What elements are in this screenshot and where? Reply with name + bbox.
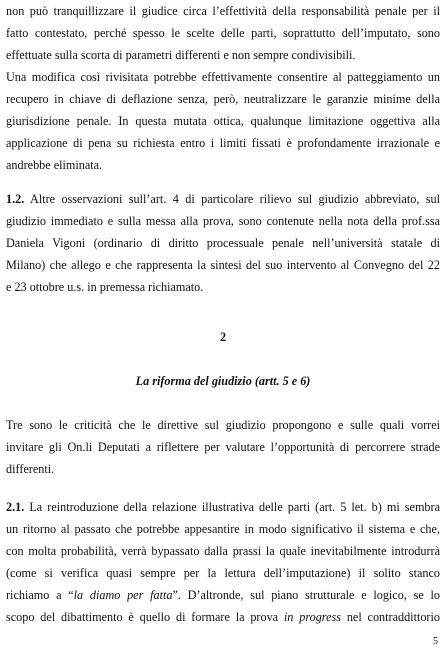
paragraph-line-with-quote — [6, 584, 440, 606]
paragraph-line: invitare gli On.li Deputati a riflettere per valutare l’opportunità di percorrere strade — [6, 440, 440, 454]
text-fragment: nel contraddittorio — [340, 610, 440, 624]
chapter-title: La riforma del giudizio (artt. 5 e 6) — [135, 374, 311, 388]
paragraph-line: Daniela Vigoni (ordinario di diritto processuale penale nell’università statale di — [6, 236, 440, 250]
section-number: 2.1. — [6, 500, 25, 514]
paragraph-text: Altre osservazioni sull’art. 4 di particolare rilievo sul giudizio abbreviato, sul — [24, 192, 440, 206]
section-1-2-first-line — [6, 188, 440, 210]
section-number: 1.2. — [6, 192, 25, 206]
paragraph-line: giudizio immediato e sulla messa alla prova, sono contenute nella nota della prof.ssa — [6, 214, 440, 228]
paragraph-line: un ritorno al passato che potrebbe appesantire in modo significativo il sistema e che, — [6, 522, 440, 536]
paragraph-line: (come si verifica quasi sempre per la lettura dell’imputazione) il solito stanco — [6, 566, 440, 580]
italic-quote: la diamo per fatta — [73, 588, 173, 602]
paragraph-line: fatto contestato, perché spesso le scelte delle parti, soprattutto dell’imputato, sono — [6, 26, 440, 40]
paragraph-line: recupero in chiave di deflazione senza, però, neutralizzare le garanzie minime della — [6, 92, 440, 106]
text-fragment: richiamo a “ — [6, 588, 74, 602]
text-fragment: ”. D’altronde, sul piano strutturale e logico, se lo — [172, 588, 440, 602]
paragraph-line: con molta probabilità, verrà bypassato dalla prassi la quale inevitabilmente introdurrà — [6, 544, 440, 558]
paragraph-line: Milano) che allego e che rappresenta la sintesi del suo intervento al Convegno del 22 — [6, 258, 440, 272]
section-2-1-first-line — [6, 496, 440, 518]
page-number: 5 — [433, 636, 438, 647]
paragraph-line: effettuate sulla scorta di parametri differenti e non sempre condivisibili. — [6, 48, 356, 62]
paragraph-line-with-italic — [6, 606, 440, 628]
paragraph-text: La reintroduzione della relazione illustrativa delle parti (art. 5 let. b) mi sembra — [24, 500, 440, 514]
paragraph-line: applicazione di pena su richiesta entro i limiti fissati è profondamente irrazionale e — [6, 136, 440, 150]
paragraph-line: differenti. — [6, 462, 55, 476]
paragraph-line: non può tranquillizzare il giudice circa l’effettività della responsabilità penale per il — [6, 4, 440, 18]
italic-term: in progress — [283, 610, 341, 624]
paragraph-line: giurisdizione penale. In questa mutata ottica, qualunque limitazione oggettiva alla — [6, 114, 440, 128]
paragraph-line: andrebbe eliminata. — [6, 158, 103, 172]
text-fragment: scopo del dibattimento è quello di formare la prova — [6, 610, 284, 624]
paragraph-line: Tre sono le criticità che le direttive sul giudizio propongono e sulle quali vorrei — [6, 418, 440, 432]
paragraph-line: e 23 ottobre u.s. in premessa richiamato. — [6, 280, 204, 294]
paragraph-line: Una modifica così rivisitata potrebbe effettivamente consentire al patteggiamento un — [6, 70, 440, 84]
chapter-number: 2 — [219, 330, 227, 344]
